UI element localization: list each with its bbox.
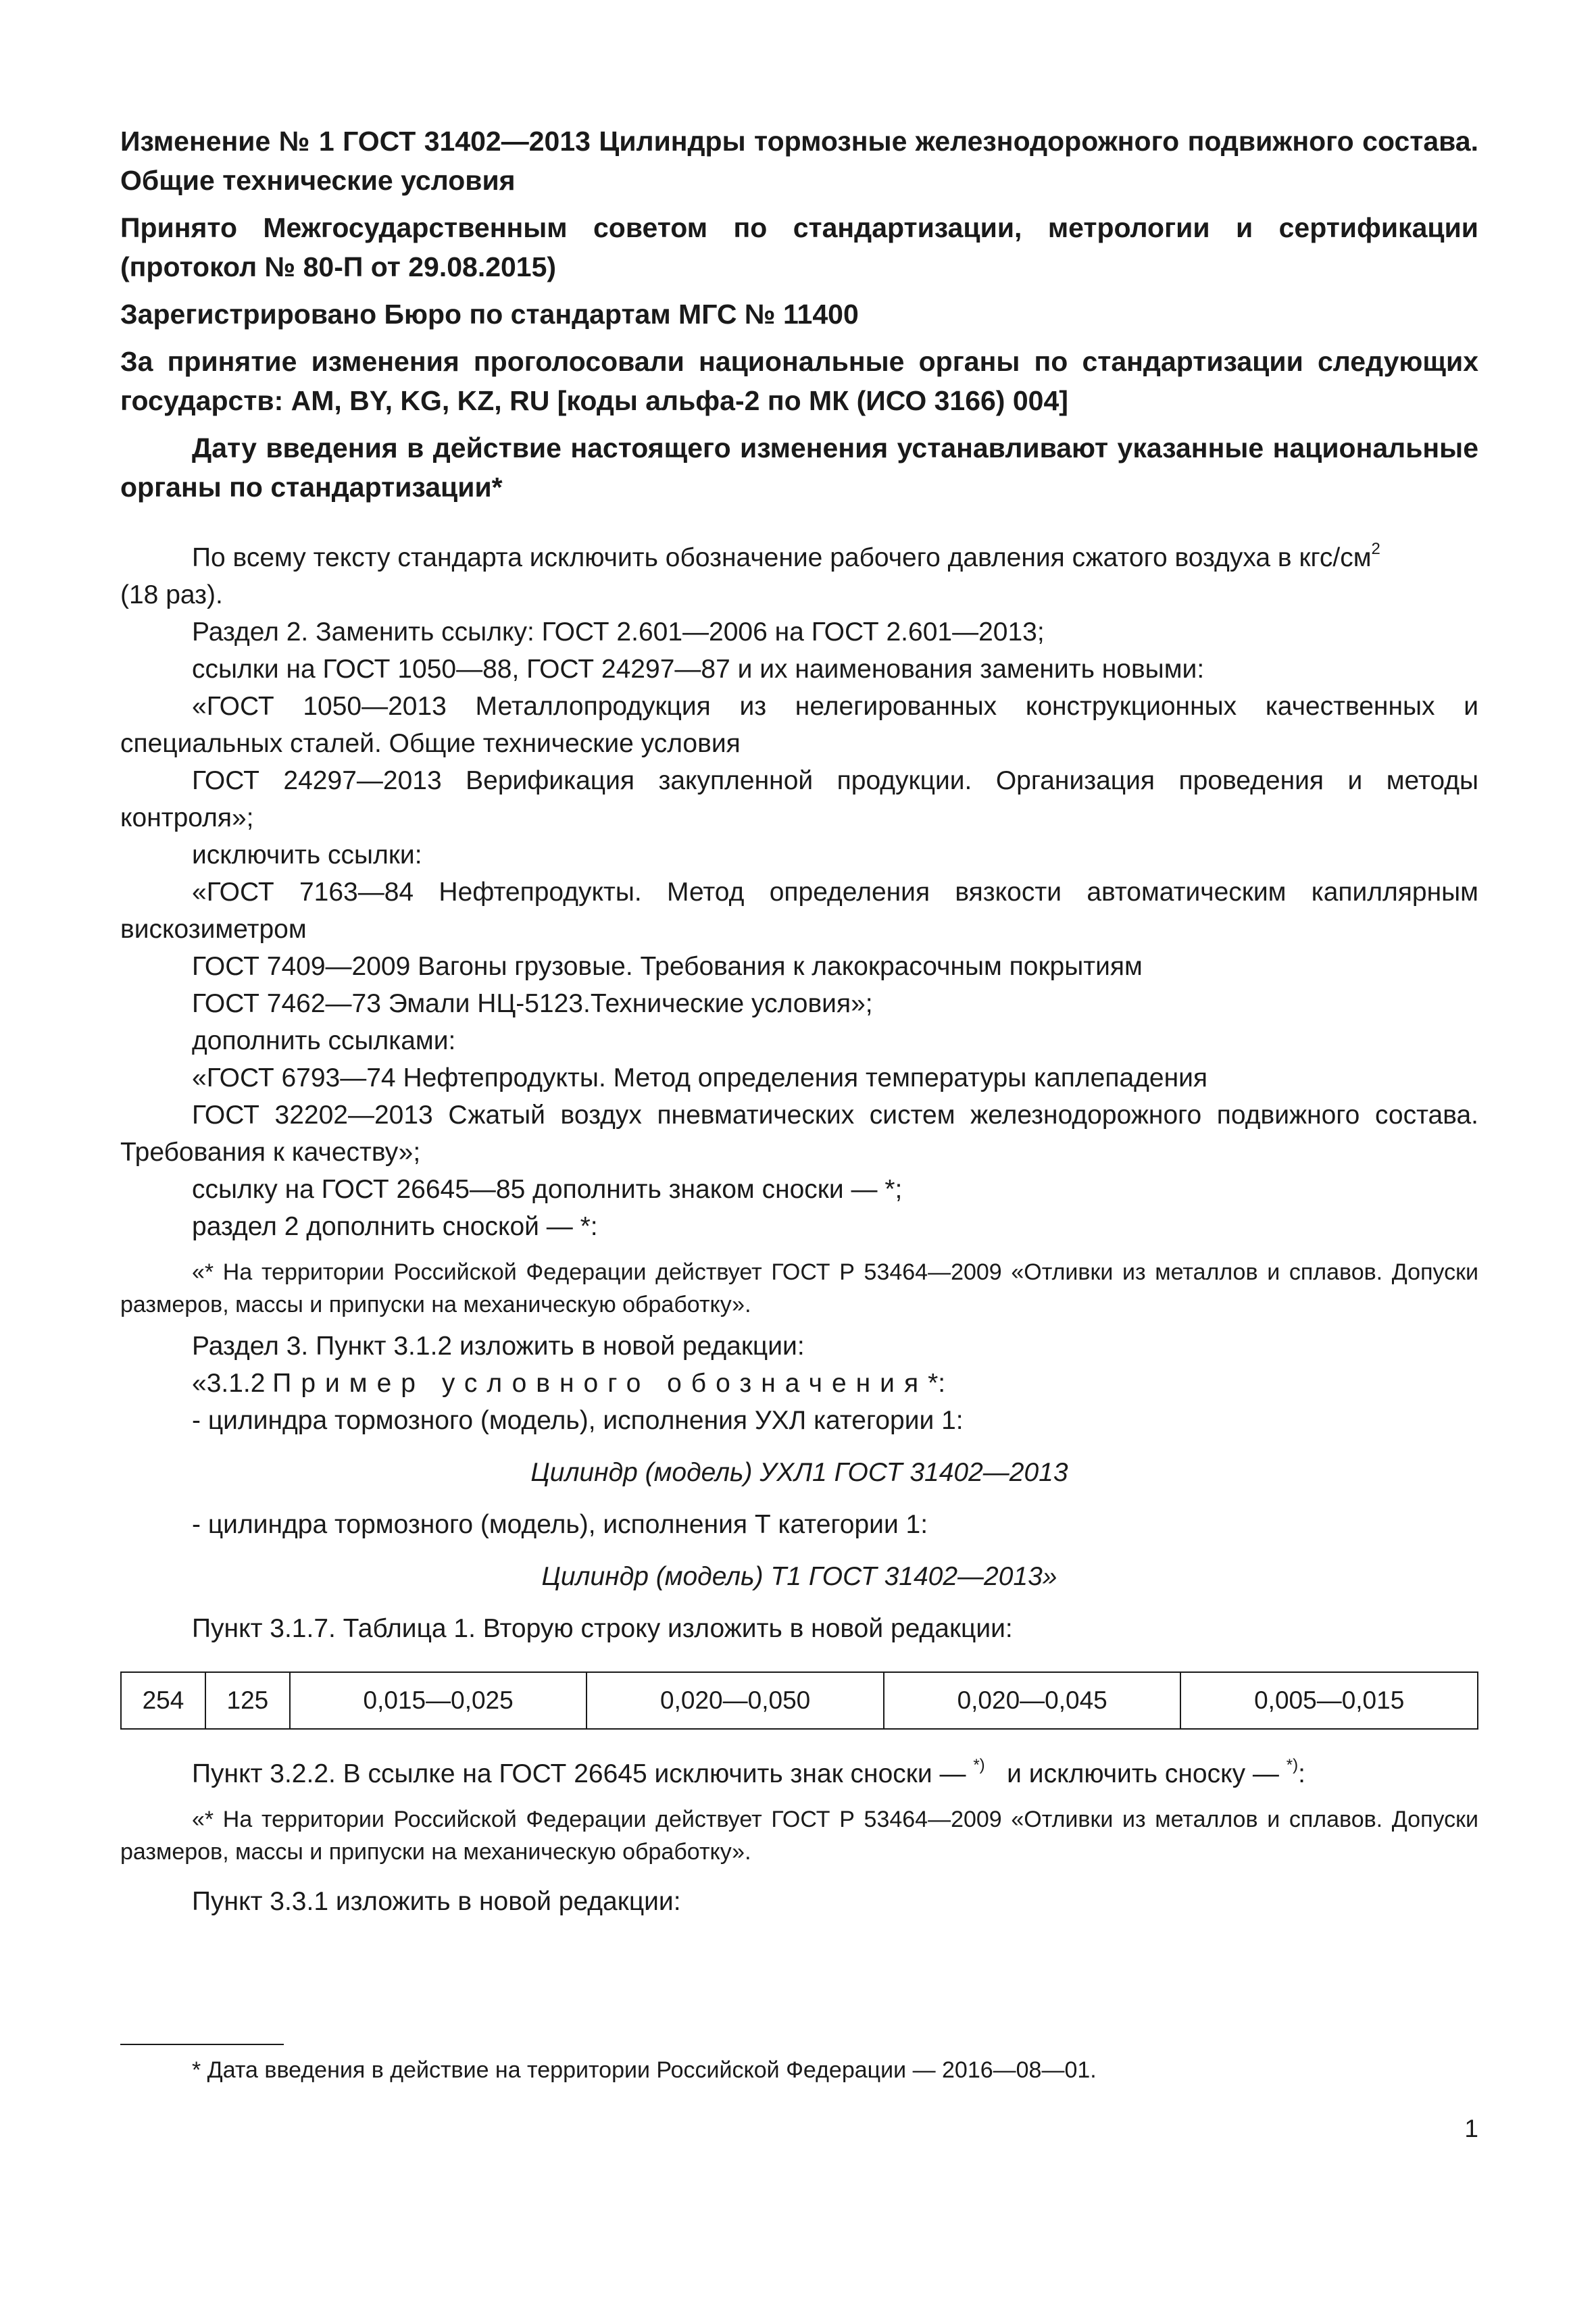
paragraph-17: - цилиндра тормозного (модель), исполнения УХЛ категории 1: bbox=[192, 1406, 964, 1435]
paragraph-20: Пункт 3.2.2. В ссылке на ГОСТ 26645 исключить знак сноски — *) и исключить сноску — *): bbox=[192, 1756, 1305, 1788]
designation-example-2: Цилиндр (модель) Т1 ГОСТ 31402—2013» bbox=[541, 1562, 1057, 1591]
paragraph-14: раздел 2 дополнить сноской — *: bbox=[192, 1212, 598, 1241]
paragraph-3: ссылки на ГОСТ 1050—88, ГОСТ 24297—87 и их наименования заменить новыми: bbox=[192, 655, 1205, 684]
table-cell: 0,015—0,025 bbox=[290, 1672, 587, 1729]
table-cell: 0,005—0,015 bbox=[1180, 1672, 1478, 1729]
table-cell: 254 bbox=[121, 1672, 205, 1729]
paragraph-2: Раздел 2. Заменить ссылку: ГОСТ 2.601—2006 на ГОСТ 2.601—2013; bbox=[192, 618, 1045, 647]
designation-example-1: Цилиндр (модель) УХЛ1 ГОСТ 31402—2013 bbox=[530, 1458, 1068, 1487]
paragraph-18: - цилиндра тормозного (модель), исполнения Т категории 1: bbox=[192, 1510, 928, 1539]
paragraph-1: По всему тексту стандарта исключить обозначение рабочего давления сжатого воздуха в кгс/$см^2$ (18 раз). bbox=[120, 540, 1380, 609]
table-cell: 0,020—0,045 bbox=[884, 1672, 1181, 1729]
adoption-statement: Принято Межгосударственным советом по стандартизации, метрологии и сертификации (протокол № 80-П от 29.08.2015) bbox=[120, 212, 1478, 282]
table-cell: 125 bbox=[205, 1672, 290, 1729]
paragraph-13: ссылку на ГОСТ 26645—85 дополнить знаком сноски — *; bbox=[192, 1175, 903, 1204]
table-cell: 0,020—0,050 bbox=[587, 1672, 884, 1729]
document-title: Изменение № 1 ГОСТ 31402—2013 Цилиндры тормозные железнодорожного подвижного состава. Общие технические условия bbox=[120, 126, 1478, 196]
paragraph-7: «ГОСТ 7163—84 Нефтепродукты. Метод определения вязкости автоматическим капиллярным вискозиметром bbox=[120, 878, 1478, 944]
effective-date-statement: Дату введения в действие настоящего изменения устанавливают указанные национальные органы по стандартизации* bbox=[120, 432, 1478, 503]
paragraph-6: исключить ссылки: bbox=[192, 840, 422, 870]
document-page bbox=[120, 122, 1478, 1920]
inline-note-1: «* На территории Российской Федерации действует ГОСТ Р 53464—2009 «Отливки из металлов и сплавов. Допуски размеров, массы и припуски на механическую обработку». bbox=[120, 1259, 1478, 1317]
registration-statement: Зарегистрировано Бюро по стандартам МГС № 11400 bbox=[120, 299, 859, 330]
paragraph-12: ГОСТ 32202—2013 Сжатый воздух пневматических систем железнодорожного подвижного состава. Требования к качеству»; bbox=[120, 1101, 1478, 1167]
voting-statement: За принятие изменения проголосовали национальные органы по стандартизации следующих государств: AM, BY, KG, KZ, RU [коды альфа-2 по МК (ИСО 3166) 004] bbox=[120, 346, 1478, 416]
paragraph-16: «3.1.2 Пример условного обозначения*: bbox=[192, 1369, 946, 1398]
footnote-divider bbox=[120, 2044, 284, 2045]
paragraph-15: Раздел 3. Пункт 3.1.2 изложить в новой редакции: bbox=[192, 1332, 805, 1361]
paragraph-4: «ГОСТ 1050—2013 Металлопродукция из нелегированных конструкционных качественных и специальных сталей. Общие технические условия bbox=[120, 692, 1478, 758]
paragraph-21: Пункт 3.3.1 изложить в новой редакции: bbox=[192, 1887, 681, 1916]
page-number: 1 bbox=[1464, 2115, 1478, 2142]
paragraph-19: Пункт 3.1.7. Таблица 1. Вторую строку изложить в новой редакции: bbox=[192, 1614, 1013, 1643]
paragraph-5: ГОСТ 24297—2013 Верификация закупленной продукции. Организация проведения и методы контроля»; bbox=[120, 766, 1478, 832]
inline-note-2: «* На территории Российской Федерации действует ГОСТ Р 53464—2009 «Отливки из металлов и сплавов. Допуски размеров, массы и припуски на механическую обработку». bbox=[120, 1807, 1478, 1865]
paragraph-11: «ГОСТ 6793—74 Нефтепродукты. Метод определения температуры каплепадения bbox=[192, 1063, 1208, 1092]
footnote: * Дата введения в действие на территории Российской Федерации — 2016—08—01. bbox=[192, 2057, 1097, 2083]
table-row-replacement bbox=[120, 1671, 1478, 1730]
paragraph-9: ГОСТ 7462—73 Эмали НЦ-5123.Технические условия»; bbox=[192, 989, 873, 1018]
paragraph-10: дополнить ссылками: bbox=[192, 1026, 456, 1055]
paragraph-8: ГОСТ 7409—2009 Вагоны грузовые. Требования к лакокрасочным покрытиям bbox=[192, 952, 1143, 981]
table-row bbox=[121, 1672, 1478, 1729]
